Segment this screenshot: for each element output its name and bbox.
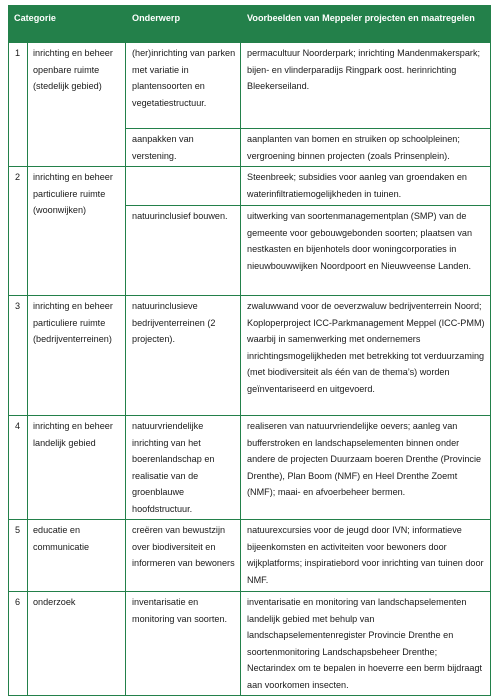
table-row [9,43,491,129]
topic-cell: natuurvriendelijke inrichting van het boerenlandschap en realisatie van de groenblauwe hoofdstructuur. [126,416,241,520]
header-row [9,6,491,43]
category-cell: inrichting en beheer openbare ruimte (stedelijk gebied) [28,43,126,167]
category-cell: inrichting en beheer particuliere ruimte (woonwijken) [28,167,126,296]
row-number: 4 [9,416,28,520]
examples-cell: permacultuur Noorderpark; inrichting Mandenmakerspark; bijen- en vlinderparadijs Ringpark oost. herinrichting Bleekerseiland. [241,43,491,129]
table-row [9,520,491,592]
examples-cell: Steenbreek; subsidies voor aanleg van groendaken en waterinfiltratiemogelijkheden in tuinen. [241,167,491,206]
row-number: 6 [9,592,28,696]
examples-cell: natuurexcursies voor de jeugd door IVN; informatieve bijeenkomsten en activiteiten voor bewoners door wijkplatforms; inspiratiebord voor inrichting van tuinen door NMF. [241,520,491,592]
category-cell: inrichting en beheer landelijk gebied [28,416,126,520]
category-cell: educatie en communicatie [28,520,126,592]
row-number: 5 [9,520,28,592]
examples-cell: realiseren van natuurvriendelijke oevers; aanleg van bufferstroken en landschapselementen binnen onder andere de projecten Duurzaam boeren Drenthe (Provincie Drenthe), Plan Boom (NMF) en Heel Drenthe Zoemt (NMF); maai- en afvoerbeheer bermen. [241,416,491,520]
row-number: 3 [9,296,28,416]
examples-cell: aanplanten van bomen en struiken op schoolpleinen; vergroening binnen projecten (zoals Prinsenplein). [241,129,491,167]
table-row [9,416,491,520]
examples-cell: uitwerking van soortenmanagementplan (SMP) van de gemeente voor gebouwgebonden soorten; plaatsen van nestkasten en bijenhotels door woningcorporaties in nieuwbouwwijken Noordpoort en Nieuwveense Landen. [241,206,491,296]
examples-cell: inventarisatie en monitoring van landschapselementen landelijk gebied met behulp van landschapselementenregister Provincie Drenthe en soortenmonitoring Landschapsbeheer Drenthe; Nectarindex om te bepalen in hoeverre een berm bijdraagt aan voorkomen insecten. [241,592,491,696]
header-examples: Voorbeelden van Meppeler projecten en maatregelen [241,6,491,43]
table-row [9,592,491,696]
row-number: 2 [9,167,28,296]
examples-cell: zwaluwwand voor de oeverzwaluw bedrijventerrein Noord; Koploperproject ICC-Parkmanagement Meppel (ICC-PMM) waarbij in samenwerking met ondernemers inrichtingsmogelijkheden met betrekking tot verduurzaming (met biodiversiteit als één van de thema’s) worden geïnventariseerd en uitgevoerd. [241,296,491,416]
topic-cell: natuurinclusief bouwen. [126,206,241,296]
table-row [9,167,491,206]
measures-table [8,5,491,696]
topic-cell: (her)inrichting van parken met variatie in plantensoorten en vegetatiestructuur. [126,43,241,129]
topic-cell: aanpakken van verstening. [126,129,241,167]
topic-cell [126,167,241,206]
category-cell: onderzoek [28,592,126,696]
topic-cell: creëren van bewustzijn over biodiversiteit en informeren van bewoners [126,520,241,592]
header-topic: Onderwerp [126,6,241,43]
topic-cell: inventarisatie en monitoring van soorten. [126,592,241,696]
header-category: Categorie [9,6,126,43]
category-cell: inrichting en beheer particuliere ruimte (bedrijventerreinen) [28,296,126,416]
topic-cell: natuurinclusieve bedrijventerreinen (2 projecten). [126,296,241,416]
row-number: 1 [9,43,28,167]
table-row [9,296,491,416]
